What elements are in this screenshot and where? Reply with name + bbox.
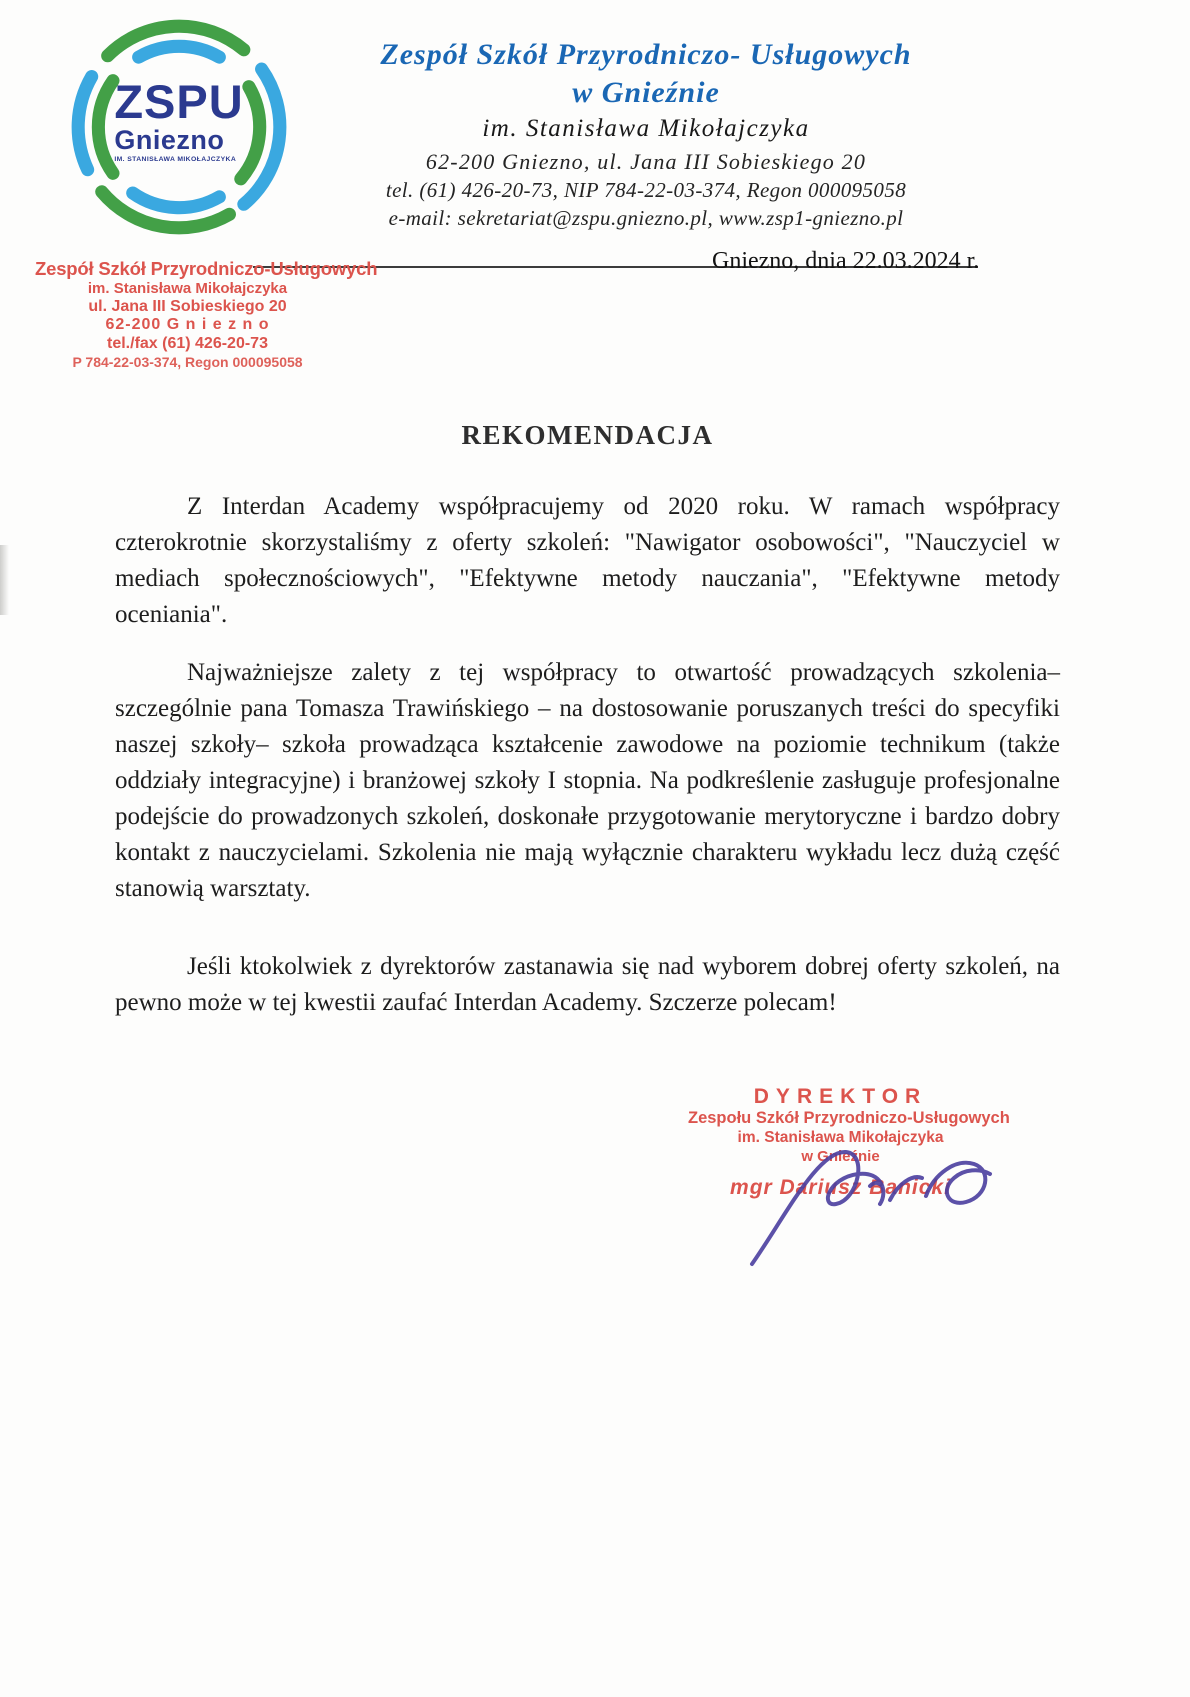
stamp-line: 62-200 G n i e z n o (105, 316, 270, 334)
logo-caption: IM. STANISŁAWA MIKOŁAJCZYKA (114, 156, 237, 163)
letterhead (310, 36, 982, 231)
director-name: mgr Dariusz Banicki (730, 1175, 951, 1199)
school-email-web: e-mail: sekretariat@zspu.gniezno.pl, www.zsp1-gniezno.pl (388, 206, 904, 230)
director-signature-stamp (688, 1084, 1010, 1200)
stamp-line: P 784-22-03-374, Regon 000095058 (72, 354, 303, 371)
letter-body (115, 420, 1060, 1043)
stamp-line: Zespół Szkół Przyrodniczo-Usługowych (35, 258, 378, 279)
director-role: DYREKTOR (753, 1085, 928, 1108)
paragraph-3: Jeśli ktokolwiek z dyrektorów zastanawia się nad wyborem dobrej oferty szkoleń, na pewno może w tej kwestii zaufać Interdan Academy. Szczerze polecam! (115, 953, 1060, 1016)
stamp-line: tel./fax (61) 426-20-73 (107, 335, 268, 353)
school-name-line2: w Gnieźnie (572, 75, 720, 109)
director-org-city: w Gnieźnie (801, 1147, 880, 1165)
director-org-patron: im. Stanisława Mikołajczyka (737, 1128, 944, 1146)
date-line: Gniezno, dnia 22.03.2024 r. (712, 248, 980, 274)
logo-city: Gniezno (114, 125, 225, 155)
stamp-line: ul. Jana III Sobieskiego 20 (88, 297, 287, 315)
school-address: 62-200 Gniezno, ul. Jana III Sobieskiego 20 (425, 149, 867, 174)
school-contact: tel. (61) 426-20-73, NIP 784-22-03-374, Regon 000095058 (385, 178, 907, 202)
director-org: Zespołu Szkół Przyrodniczo-Usługowych (688, 1109, 1010, 1128)
logo-acronym: ZSPU (114, 75, 244, 128)
school-address-stamp (35, 258, 378, 371)
stamp-line: im. Stanisława Mikołajczyka (87, 279, 288, 297)
logo-text (114, 75, 244, 164)
document-title: REKOMENDACJA (461, 420, 714, 450)
paragraph-1: Z Interdan Academy współpracujemy od 2020 roku. W ramach współpracy czterokrotnie skorzystaliśmy z oferty szkoleń: "Nawigator osobowości", "Nauczyciel w mediach społecznościowych", "Efektywne metody nauczania", "Efektywne metody oceniania". (115, 493, 1060, 628)
school-logo (58, 6, 300, 248)
school-name-line1: Zespół Szkół Przyrodniczo- Usługowych (380, 38, 912, 71)
school-patron: im. Stanisława Mikołajczyka (482, 115, 810, 142)
paragraph-2: Najważniejsze zalety z tej współpracy to otwartość prowadzących szkolenia– szczególnie pana Tomasza Trawińskiego – na dostosowanie poruszanych treści do specyfiki naszej szkoły– szkoła prowadząca kształcenie zawodowe na poziomie technikum (także oddziały integracyjne) i branżowej szkoły I stopnia. Na podkreślenie zasługuje profesjonalne podejście do prowadzonych szkoleń, doskonałe przygotowanie merytoryczne i bardzo dobry kontakt z nauczycielami. Szkolenia nie mają wyłącznie charakteru wykładu lecz dużą część stanowią warsztaty. (115, 659, 1060, 902)
scan-artifact (0, 545, 9, 615)
